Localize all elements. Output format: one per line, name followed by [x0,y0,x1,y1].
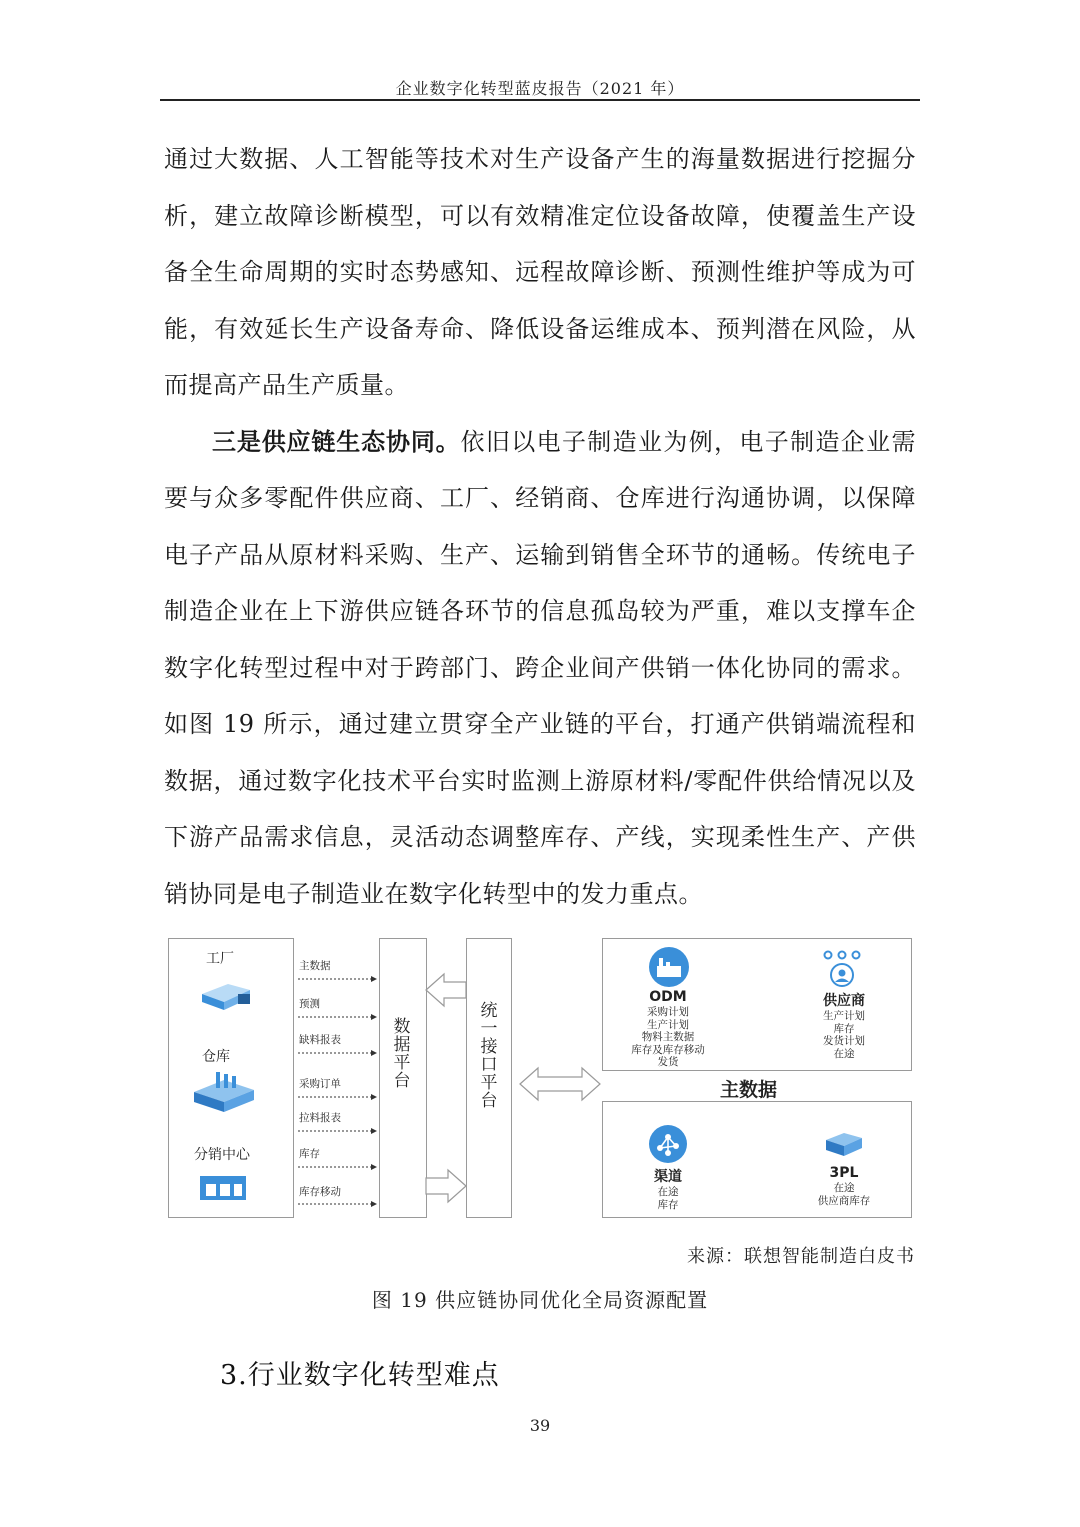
header-rule [160,99,920,101]
paragraph-2-lead: 三是供应链生态协同。 [212,427,461,456]
factory-icon [198,976,254,1012]
flow-label-shortage-report: 缺料报表 [299,1034,341,1046]
figure-caption: 图 19 供应链协同优化全局资源配置 [371,1288,709,1312]
supplier-item: 生产计划 [823,1010,865,1022]
flow-label-pull-report: 拉料报表 [299,1112,341,1124]
tpl-block [784,1164,904,1207]
interface-platform-char: 台 [480,1091,498,1111]
tpl-item: 供应商库存 [817,1194,871,1207]
channel-block [608,1168,728,1211]
warehouse-label: 仓库 [202,1049,230,1065]
master-data-label: 主数据 [720,1079,778,1101]
interface-platform-char: 一 [480,1019,498,1039]
distribution-center-icon [198,1174,248,1202]
interface-platform-char: 接 [480,1037,498,1057]
flow-label-inventory-movement: 库存移动 [299,1186,341,1198]
body-text [164,131,916,922]
supplier-item: 库存 [833,1022,855,1035]
data-platform-char: 平 [393,1053,411,1073]
flow-label-purchase-order: 采购订单 [299,1078,341,1090]
platform-arrows [424,966,468,1206]
interface-platform-char: 平 [480,1073,498,1093]
flow-label-master-data: 主数据 [299,960,331,972]
tpl-item: 在途 [833,1182,855,1194]
interface-platform-char: 统 [480,1001,498,1021]
channel-item: 在途 [657,1186,679,1198]
odm-item: 采购计划 [647,1006,689,1018]
tpl-icon [824,1130,864,1158]
odm-icon [646,946,692,988]
supplier-icon [820,948,864,988]
supply-chain-figure [168,936,914,1220]
data-platform-char: 据 [393,1035,411,1055]
page-number: 39 [529,1416,551,1435]
odm-block [608,988,728,1069]
figure-source: 来源：联想智能制造白皮书 [687,1246,915,1267]
distribution-center-label: 分销中心 [194,1147,250,1163]
paragraph-1: 通过大数据、人工智能等技术对生产设备产生的海量数据进行挖掘分析，建立故障诊断模型，可以有效精准定位设备故障，使覆盖生产设备全生命周期的实时态势感知、远程故障诊断、预测性维护等成为可能，有效延长生产设备寿命、降低设备运维成本、预判潜在风险，从而提高产品生产质量。 [164,145,916,399]
data-platform-char: 数 [393,1017,411,1037]
channel-icon [646,1124,690,1164]
flow-arrows [294,936,380,1220]
header-title: 企业数字化转型蓝皮报告（2021 年） [395,79,685,98]
tpl-name: 3PL [829,1165,859,1181]
supplier-name: 供应商 [823,993,865,1009]
section-title: 3.行业数字化转型难点 [220,1360,500,1391]
odm-item: 生产计划 [647,1018,689,1031]
warehouse-icon [190,1070,258,1114]
odm-item: 物料主数据 [641,1031,695,1043]
double-arrow [518,1064,602,1104]
channel-item: 库存 [657,1198,679,1211]
paragraph-2-text: 依旧以电子制造业为例，电子制造企业需要与众多零配件供应商、工厂、经销商、仓库进行沟通协调，以保障电子产品从原材料采购、生产、运输到销售全环节的通畅。传统电子制造企业在上下游供应链各环节的信息孤岛较为严重，难以支撑车企数字化转型过程中对于跨部门、跨企业间产供销一体化协同的需求。如图 19 所示，通过建立贯穿全产业链的平台，打通产供销端流程和数据，通过数字化技术平台实时监测上游原材料/零配件供给情况以及下游产品需求信息，灵活动态调整库存、产线，实现柔性生产、产供销协同是电子制造业在数字化转型中的发力重点。 [164,427,917,908]
odm-item: 发货 [657,1056,679,1068]
flow-label-inventory: 库存 [299,1148,320,1160]
data-platform-char: 台 [393,1071,411,1091]
interface-platform-char: 口 [480,1055,498,1075]
odm-name: ODM [649,989,687,1005]
channel-name: 渠道 [654,1169,682,1185]
flow-label-forecast: 预测 [299,998,320,1010]
supplier-item: 发货计划 [823,1035,865,1047]
factory-label: 工厂 [206,951,234,967]
paragraph-2 [164,414,916,923]
supplier-item: 在途 [833,1047,855,1060]
odm-item: 库存及库存移动 [631,1043,705,1056]
supplier-block [784,992,904,1060]
